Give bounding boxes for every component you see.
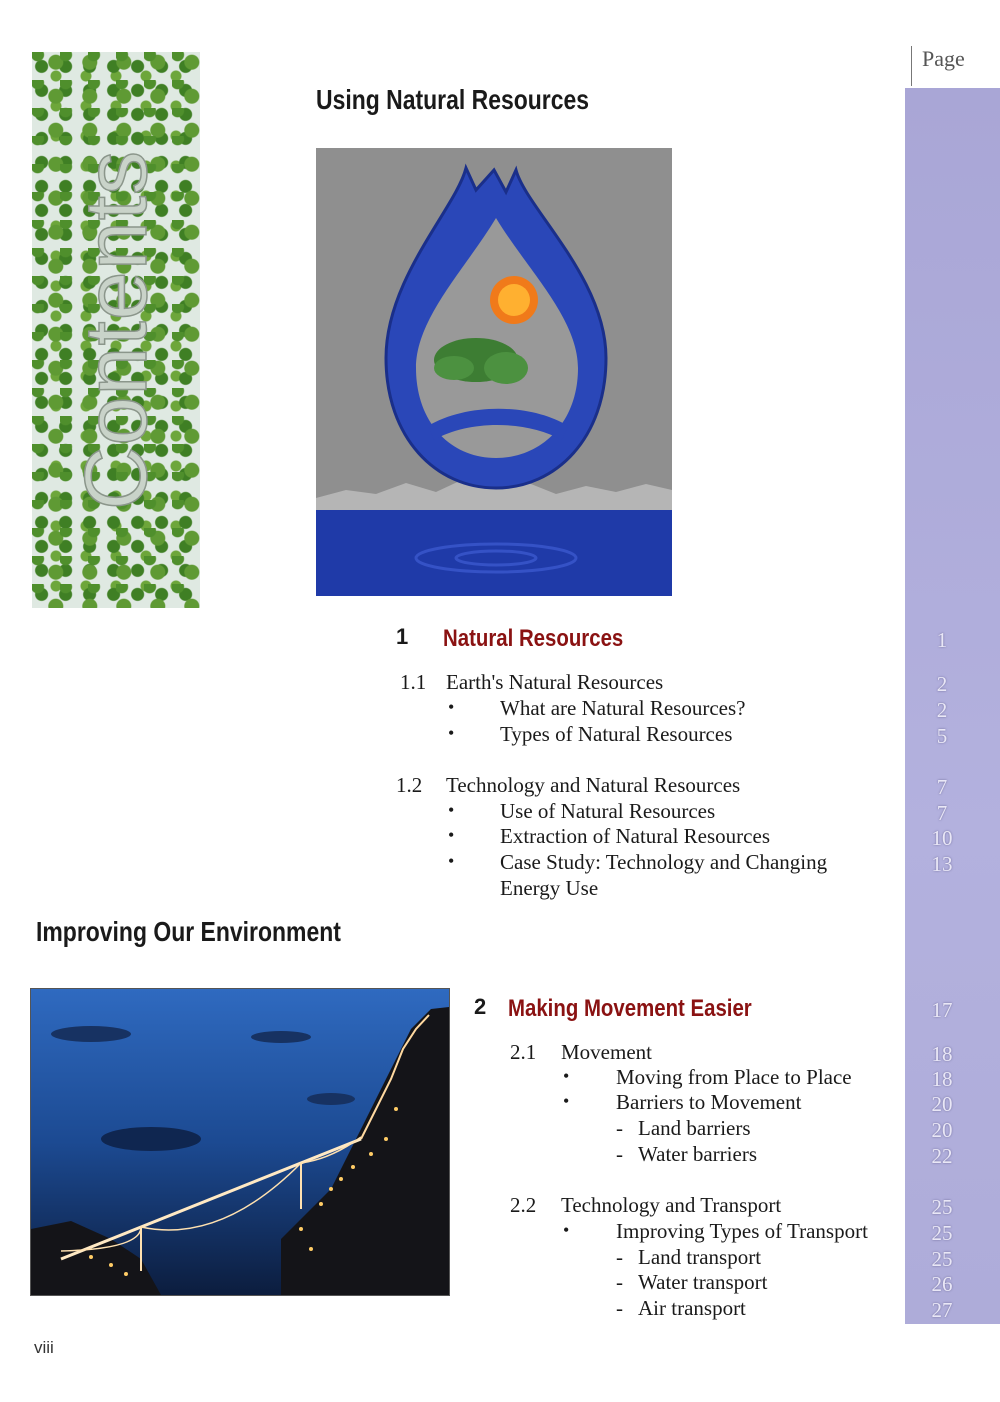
subsection-1-2-title: Technology and Natural Resources — [446, 773, 741, 797]
chapter-2-page: 17 — [931, 998, 953, 1022]
bullet-icon: • — [563, 1066, 570, 1086]
chapter-1-page: 1 — [936, 628, 948, 652]
toc-item: What are Natural Resources? — [500, 696, 746, 720]
toc-item-page: 7 — [936, 801, 948, 825]
toc-subitem-page: 20 — [931, 1118, 953, 1142]
chapter-1-title: Natural Resources — [443, 625, 624, 652]
toc-subitem: Air transport — [638, 1296, 746, 1320]
contents-banner — [32, 52, 200, 608]
subsection-2-2-title: Technology and Transport — [561, 1193, 782, 1217]
toc-item: Improving Types of Transport — [616, 1219, 868, 1243]
toc-subitem-page: 25 — [931, 1247, 953, 1271]
bullet-icon: • — [563, 1091, 570, 1111]
toc-subitem: Water barriers — [638, 1142, 757, 1166]
subsection-2-1-page: 18 — [931, 1042, 953, 1066]
toc-item: Types of Natural Resources — [500, 722, 733, 746]
bullet-icon: • — [448, 851, 455, 871]
page-column-divider — [911, 46, 912, 86]
toc-subitem: Water transport — [638, 1270, 768, 1294]
chapter-1-number: 1 — [396, 624, 409, 649]
toc-item-page: 10 — [931, 826, 953, 850]
bridge-illustration — [31, 989, 449, 1295]
subsection-2-1-title: Movement — [561, 1040, 652, 1064]
toc-subitem-dash: - — [616, 1270, 623, 1294]
subsection-1-2-number: 1.2 — [396, 773, 423, 797]
toc-subitem-dash: - — [616, 1142, 623, 1166]
toc-item-continuation: Energy Use — [500, 876, 599, 900]
toc-item: Case Study: Technology and Changing — [500, 850, 828, 874]
subsection-2-1-number: 2.1 — [510, 1040, 537, 1064]
toc-item: Moving from Place to Place — [616, 1065, 852, 1089]
toc-subitem: Land barriers — [638, 1116, 751, 1140]
chapter-2-title: Making Movement Easier — [508, 995, 752, 1022]
toc-item: Extraction of Natural Resources — [500, 824, 770, 848]
subsection-2-2-page: 25 — [931, 1195, 953, 1219]
subsection-1-1-title: Earth's Natural Resources — [446, 670, 664, 694]
toc-item-page: 25 — [931, 1221, 953, 1245]
bullet-icon: • — [448, 723, 455, 743]
toc-subitem-page: 27 — [931, 1298, 953, 1322]
suspension-bridge-night-aerial-photo — [30, 988, 450, 1296]
bullet-icon: • — [448, 825, 455, 845]
toc-subitem-dash: - — [616, 1245, 623, 1269]
toc-item-page: 20 — [931, 1092, 953, 1116]
subsection-1-1-number: 1.1 — [400, 670, 427, 694]
section-title-natural-resources: Using Natural Resources — [316, 84, 590, 115]
bullet-icon: • — [563, 1220, 570, 1240]
toc-item-page: 5 — [936, 724, 948, 748]
page-folio: viii — [34, 1338, 54, 1357]
toc-item: Barriers to Movement — [616, 1090, 802, 1114]
section-title-environment: Improving Our Environment — [36, 916, 341, 947]
toc-item-page: 18 — [931, 1067, 953, 1091]
toc-subitem-page: 26 — [931, 1272, 953, 1296]
toc-subitem-dash: - — [616, 1116, 623, 1140]
water-drop-sun-tree-image — [316, 148, 672, 596]
toc-item-page: 2 — [936, 698, 948, 722]
contents-heading: Contents — [66, 149, 165, 511]
toc-subitem-dash: - — [616, 1296, 623, 1320]
chapter-2-number: 2 — [474, 994, 487, 1019]
toc-item: Use of Natural Resources — [500, 799, 716, 823]
toc-subitem: Land transport — [638, 1245, 762, 1269]
page-column-label: Page — [922, 46, 965, 71]
bullet-icon: • — [448, 800, 455, 820]
subsection-2-2-number: 2.2 — [510, 1193, 537, 1217]
water-drop-illustration — [316, 148, 672, 596]
subsection-1-1-page: 2 — [936, 672, 948, 696]
toc-item-page: 13 — [931, 852, 953, 876]
toc-subitem-page: 22 — [931, 1144, 953, 1168]
bullet-icon: • — [448, 697, 455, 717]
subsection-1-2-page: 7 — [936, 775, 948, 799]
